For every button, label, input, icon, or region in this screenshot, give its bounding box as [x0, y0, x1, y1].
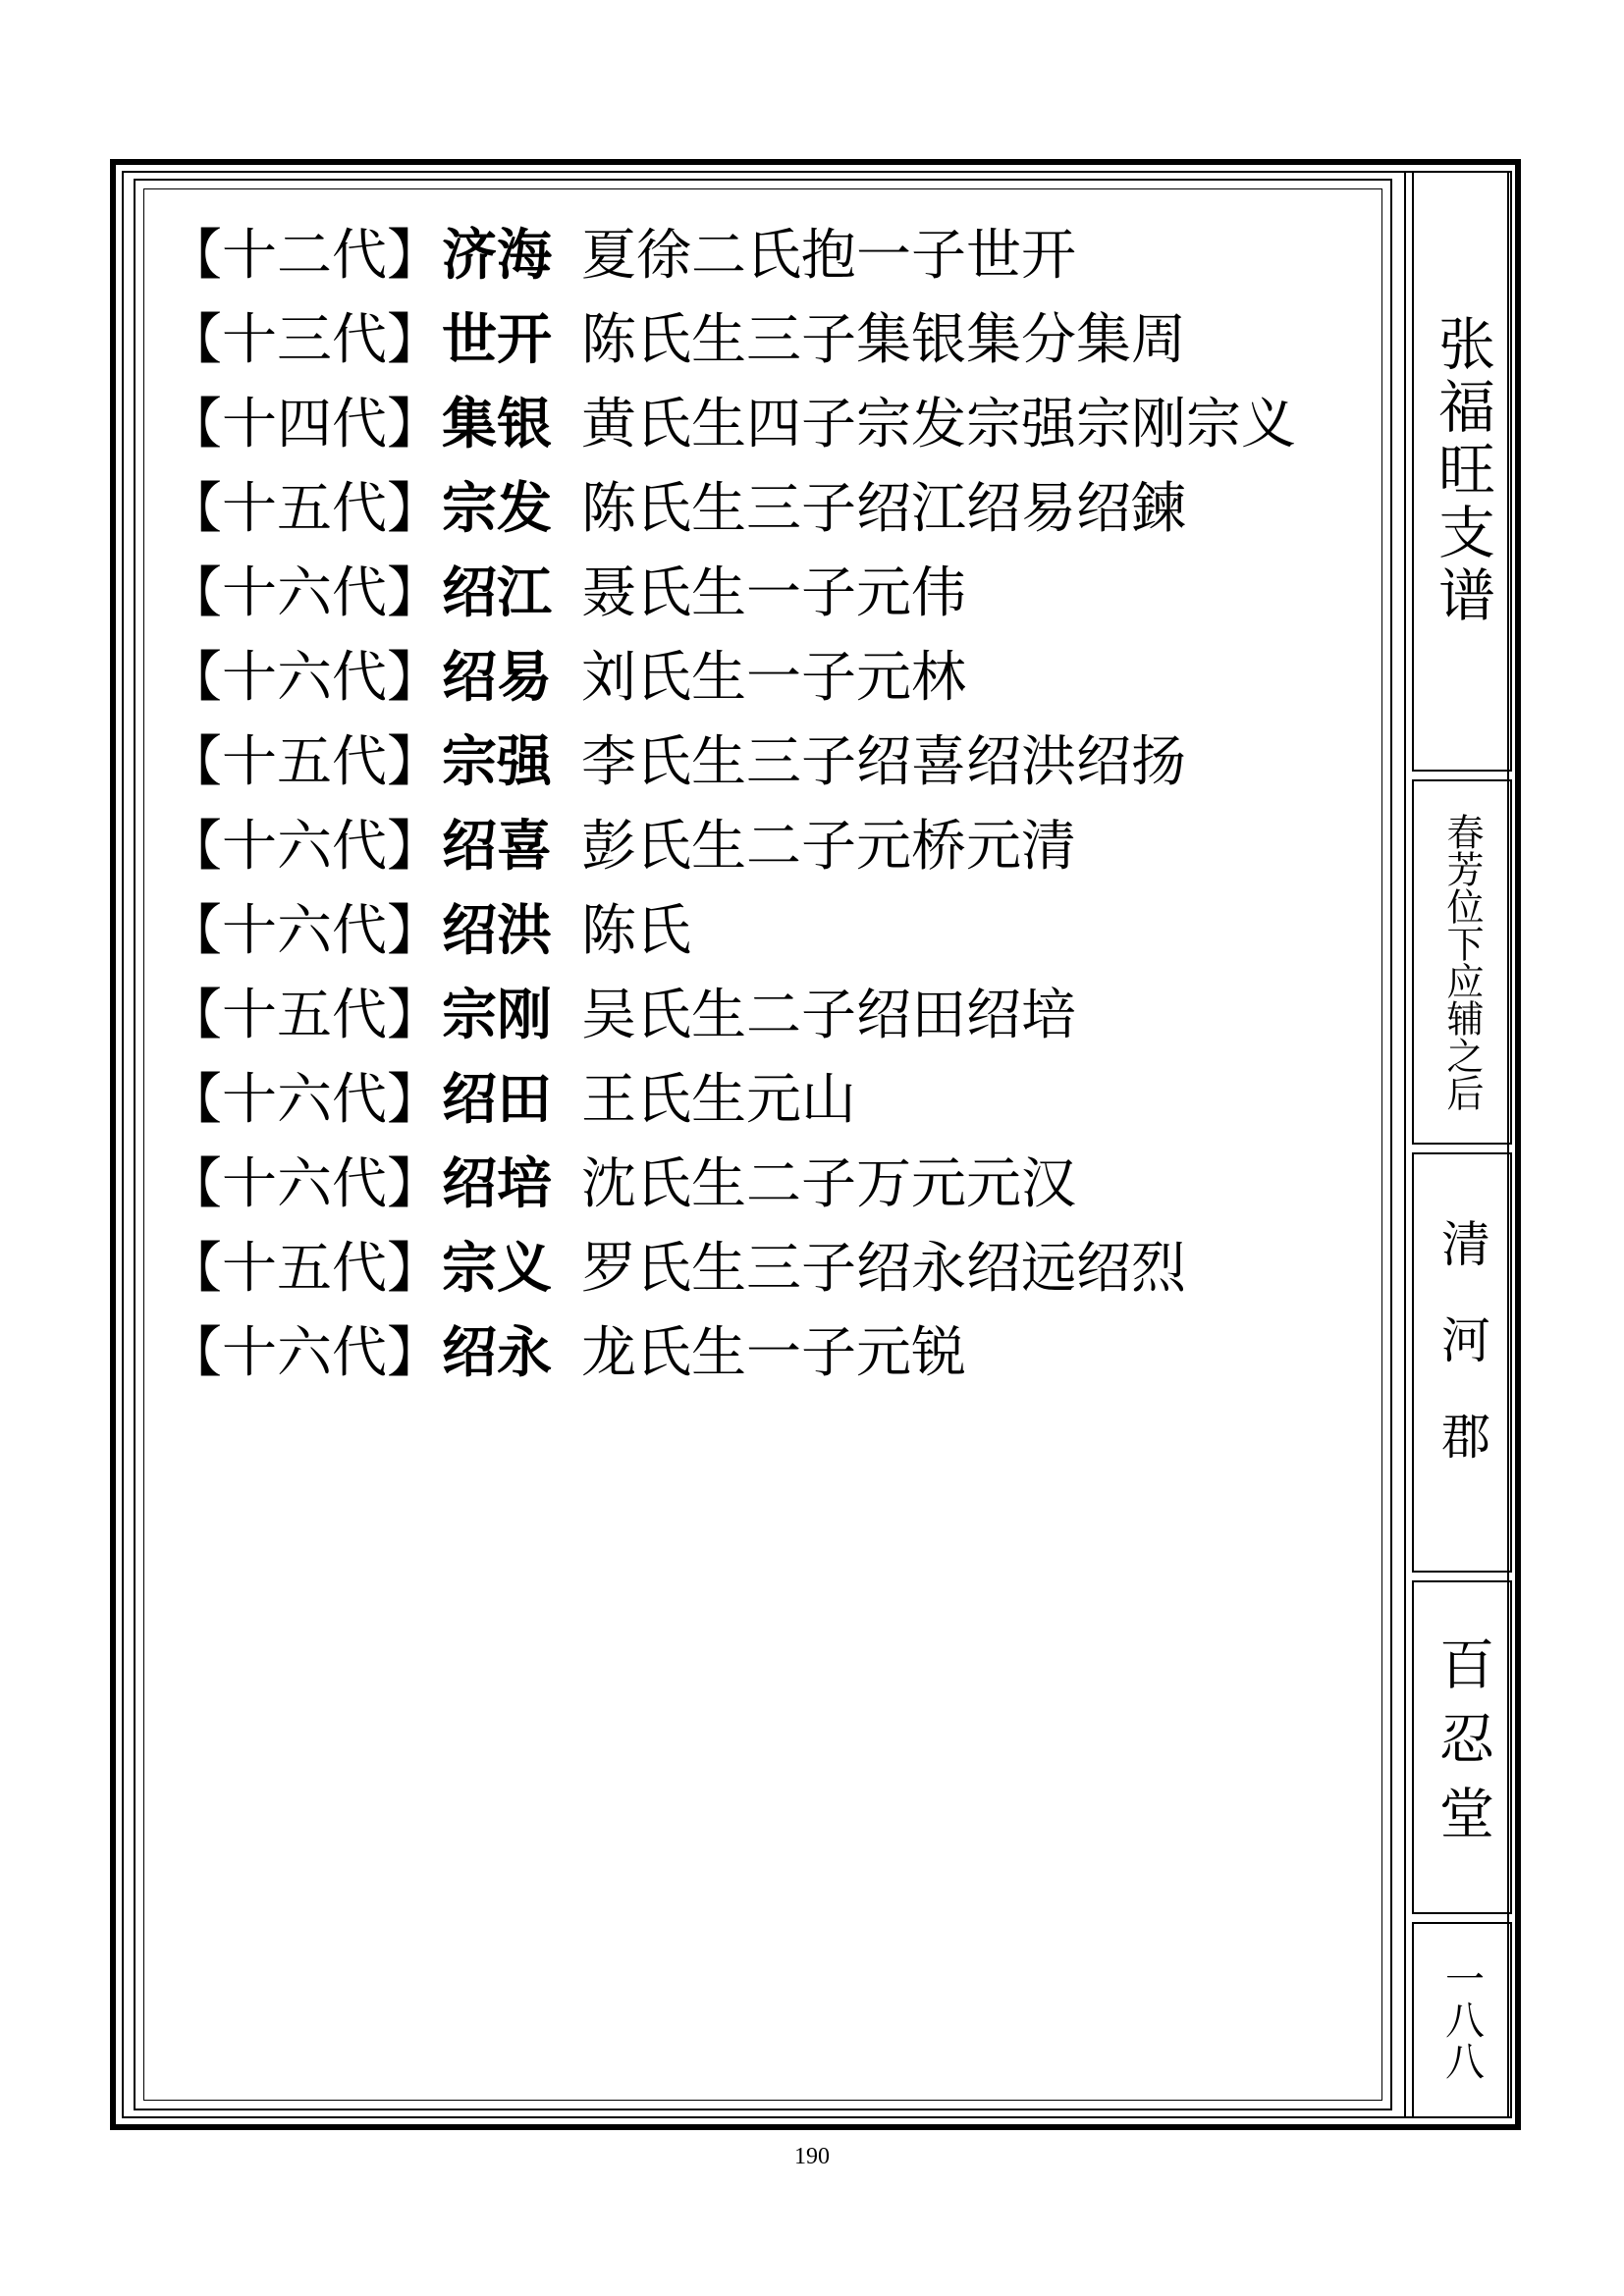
entry-description: 李氏生三子绍喜绍洪绍扬	[581, 730, 1186, 794]
column-divider	[1404, 171, 1406, 2118]
side-hall-cell	[1412, 1580, 1512, 1914]
entry-description: 刘氏生一子元林	[581, 646, 966, 710]
generation-label: 【十六代】	[167, 1321, 442, 1385]
generation-label: 【十六代】	[167, 899, 442, 963]
generation-label: 【十六代】	[167, 561, 442, 625]
genealogy-entry	[167, 636, 1384, 721]
genealogy-entry	[167, 467, 1384, 552]
entry-description: 王氏生元山	[581, 1068, 856, 1132]
generation-label: 【十五代】	[167, 477, 442, 541]
generation-label: 【十六代】	[167, 646, 442, 710]
person-name: 绍田	[442, 1068, 552, 1132]
generation-label: 【十四代】	[167, 393, 442, 456]
genealogy-entry	[167, 298, 1384, 383]
person-name: 绍易	[442, 646, 552, 710]
entry-description: 罗氏生三子绍永绍远绍烈	[581, 1237, 1186, 1301]
generation-label: 【十五代】	[167, 984, 442, 1047]
side-title-cell	[1412, 171, 1512, 772]
entry-description: 龙氏生一子元锐	[581, 1321, 966, 1385]
generation-label: 【十六代】	[167, 1152, 442, 1216]
generation-label: 【十六代】	[167, 1068, 442, 1132]
entry-description: 黄氏生四子宗发宗强宗刚宗义	[581, 393, 1296, 456]
genealogy-entry	[167, 1143, 1384, 1227]
side-page-cell	[1412, 1922, 1512, 2118]
hall-name: 百忍堂	[1431, 1635, 1494, 1859]
branch-title: 张福旺支谱	[1429, 314, 1495, 628]
generation-label: 【十五代】	[167, 730, 442, 794]
side-county-cell	[1412, 1152, 1512, 1573]
person-name: 世开	[442, 308, 552, 372]
person-name: 宗强	[442, 730, 552, 794]
entry-description: 夏徐二氏抱一子世开	[581, 224, 1076, 288]
entry-description: 吴氏生二子绍田绍培	[581, 984, 1076, 1047]
person-name: 宗发	[442, 477, 552, 541]
lineage-note: 春芳位下应辅之后	[1440, 813, 1484, 1111]
genealogy-entry	[167, 889, 1384, 974]
person-name: 宗刚	[442, 984, 552, 1047]
genealogy-entry	[167, 1311, 1384, 1396]
person-name: 绍喜	[442, 815, 552, 879]
person-name: 绍江	[442, 561, 552, 625]
entry-description: 陈氏生三子绍江绍易绍鍊	[581, 477, 1186, 541]
genealogy-entries	[167, 214, 1384, 1396]
genealogy-entry	[167, 1227, 1384, 1311]
generation-label: 【十三代】	[167, 308, 442, 372]
chinese-page-number: 一八八	[1438, 1958, 1485, 2082]
genealogy-entry	[167, 1058, 1384, 1143]
person-name: 绍洪	[442, 899, 552, 963]
genealogy-entry	[167, 721, 1384, 805]
generation-label: 【十五代】	[167, 1237, 442, 1301]
person-name: 济海	[442, 224, 552, 288]
person-name: 绍培	[442, 1152, 552, 1216]
genealogy-entry	[167, 383, 1384, 467]
genealogy-entry	[167, 805, 1384, 889]
page-number: 190	[794, 2144, 830, 2169]
genealogy-entry	[167, 552, 1384, 636]
person-name: 集银	[442, 393, 552, 456]
entry-description: 彭氏生二子元桥元清	[581, 815, 1076, 879]
genealogy-entry	[167, 214, 1384, 298]
person-name: 宗义	[442, 1237, 552, 1301]
entry-description: 陈氏	[581, 899, 691, 963]
entry-description: 聂氏生一子元伟	[581, 561, 966, 625]
county-name: 清河郡	[1434, 1218, 1490, 1507]
entry-description: 沈氏生二子万元元汉	[581, 1152, 1076, 1216]
generation-label: 【十六代】	[167, 815, 442, 879]
side-note-cell	[1412, 779, 1512, 1145]
generation-label: 【十二代】	[167, 224, 442, 288]
genealogy-entry	[167, 974, 1384, 1058]
person-name: 绍永	[442, 1321, 552, 1385]
entry-description: 陈氏生三子集银集分集周	[581, 308, 1186, 372]
